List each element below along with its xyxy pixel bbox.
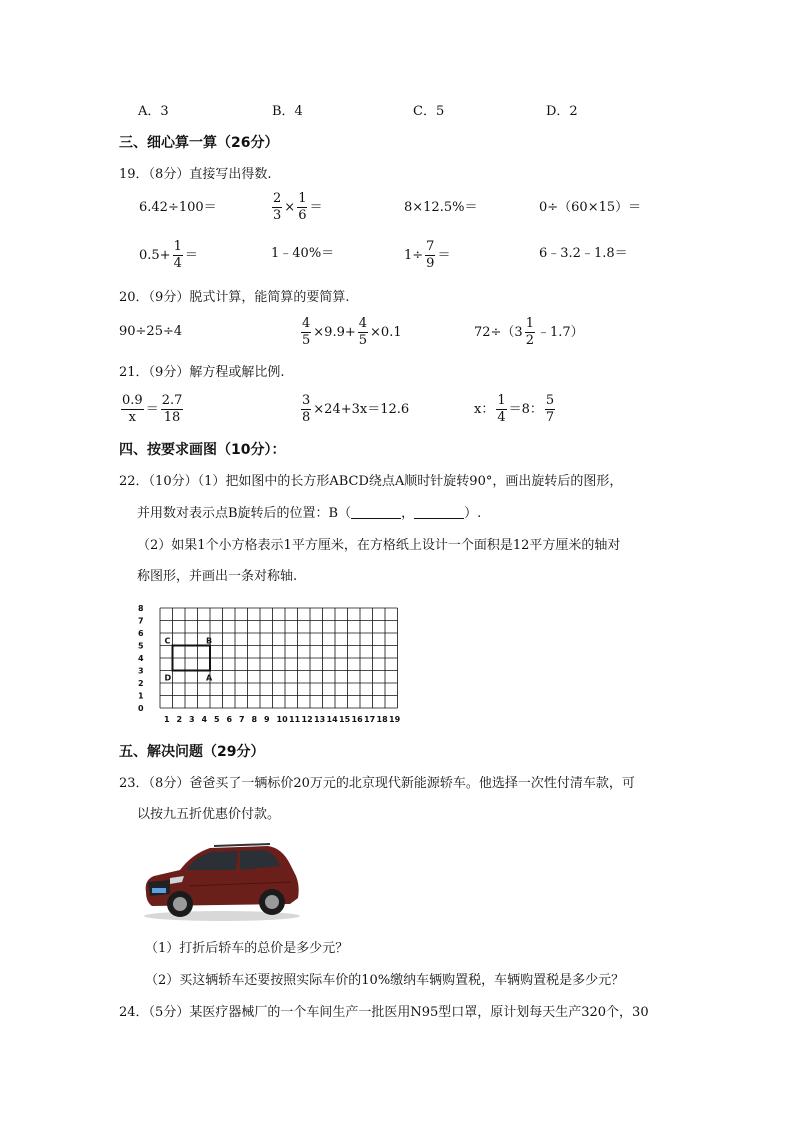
- x-tick-label: 8: [251, 715, 258, 724]
- grid-lines: [160, 608, 398, 708]
- fraction: $\frac{0.9}{x}$: [122, 393, 143, 425]
- answer-blank-2[interactable]: [414, 508, 464, 519]
- q22-line-3: （2）如果1个小方格表示1平方厘米，在方格纸上设计一个面积是12平方厘米的轴对: [137, 538, 621, 553]
- fraction: $\frac{7}{9}$: [426, 239, 435, 271]
- q19-stem: 19．（8分）直接写出得数.: [119, 167, 272, 182]
- y-tick-label: 7: [138, 616, 144, 626]
- y-tick-label: 1: [138, 691, 144, 701]
- q21-expr-1: $\frac{0.9}{x}$ ＝ $\frac{2.7}{18}$: [122, 393, 183, 425]
- q20-expr-3: 72÷（3 $\frac{1}{2}$ ﹣1.7）: [474, 316, 584, 348]
- q23-sub-2: （2）买这辆轿车还要按照实际车价的10%缴纳车辆购置税，车辆购置税是多少元？: [145, 973, 625, 988]
- q21-stem: 21．（9分）解方程或解比例.: [119, 365, 285, 380]
- point-label-c: C: [164, 636, 171, 646]
- q19-expr-6: 1﹣40%＝: [271, 246, 335, 261]
- x-tick-label: 7: [239, 715, 245, 724]
- q19-expr-8: 6﹣3.2﹣1.8＝: [539, 246, 628, 261]
- car-image: [140, 840, 302, 922]
- q20-expr-2: $\frac{4}{5}$ ×9.9+ $\frac{4}{5}$ ×0.1: [302, 316, 402, 348]
- fraction: $\frac{1}{6}$: [298, 191, 307, 223]
- fraction: $\frac{1}{2}$: [525, 316, 534, 348]
- fraction: $\frac{4}{5}$: [302, 316, 311, 348]
- section-5-title: 五、解决问题（29分）: [119, 744, 265, 760]
- fraction: $\frac{4}{5}$: [358, 316, 368, 348]
- y-tick-label: 8: [138, 604, 144, 613]
- fraction: $\frac{2.7}{18}$: [161, 393, 183, 425]
- q23-sub-1: （1）打折后轿车的总价是多少元？: [145, 941, 349, 956]
- x-tick-label: 15: [339, 715, 351, 724]
- q20-stem: 20．（9分）脱式计算，能简算的要简算.: [119, 290, 350, 305]
- answer-blank-1[interactable]: [351, 508, 401, 519]
- y-tick-label: 0: [138, 704, 144, 713]
- x-tick-label: 6: [226, 715, 233, 724]
- q19-expr-7: 1÷ $\frac{7}{9}$ ＝: [404, 239, 451, 271]
- fraction: $\frac{3}{8}$: [302, 393, 311, 425]
- q19-expr-5: 0.5+ $\frac{1}{4}$ ＝: [139, 239, 198, 271]
- x-tick-label: 12: [301, 715, 313, 724]
- q21-expr-2: $\frac{3}{8}$ ×24+3x＝12.6: [302, 393, 410, 425]
- q24-line-1: 24．（5分）某医疗器械厂的一个车间生产一批医用N95型口罩，原计划每天生产320个，30: [119, 1005, 649, 1020]
- x-tick-label: 3: [189, 715, 195, 724]
- x-tick-label: 11: [289, 715, 301, 724]
- q22-line-2: 并用数对表示点B旋转后的位置：B（ ， ）.: [137, 506, 482, 521]
- x-tick-label: 2: [176, 715, 183, 724]
- point-label-b: B: [206, 636, 213, 646]
- x-tick-label: 5: [214, 715, 220, 724]
- option-b: B．4: [272, 104, 303, 119]
- q23-line-1: 23．（8分）爸爸买了一辆标价20万元的北京现代新能源轿车。他选择一次性付清车款，可: [119, 776, 635, 791]
- x-tick-label: 14: [326, 715, 338, 724]
- x-tick-label: 4: [201, 715, 208, 724]
- q22-line-1: 22．（10分）（1）把如图中的长方形ABCD绕点A顺时针旋转90°，画出旋转后的图形，: [119, 474, 623, 489]
- x-tick-label: 10: [276, 715, 288, 724]
- fraction: $\frac{2}{3}$: [273, 191, 282, 223]
- q20-expr-1: 90÷25÷4: [119, 324, 183, 339]
- x-tick-label: 18: [376, 715, 388, 724]
- grid-labels: [138, 604, 401, 724]
- x-tick-label: 13: [314, 715, 326, 724]
- y-tick-label: 3: [138, 666, 144, 676]
- y-tick-label: 5: [138, 641, 144, 651]
- x-tick-label: 9: [264, 715, 270, 724]
- q19-expr-4: 0÷（60×15）＝: [539, 200, 642, 215]
- section-3-title: 三、细心算一算（26分）: [119, 135, 279, 151]
- option-c: C．5: [413, 104, 445, 119]
- option-a: A．3: [138, 104, 169, 119]
- q22-line-4: 称图形，并画出一条对称轴.: [137, 569, 298, 584]
- fraction: $\frac{1}{4}$: [497, 393, 506, 425]
- fraction: $\frac{5}{7}$: [545, 393, 555, 425]
- y-tick-label: 6: [138, 629, 144, 638]
- y-tick-label: 2: [138, 679, 144, 688]
- q23-line-2: 以按九五折优惠价付款。: [137, 807, 281, 822]
- x-tick-label: 19: [389, 715, 401, 724]
- option-d: D．2: [546, 104, 578, 119]
- q21-expr-3: x： $\frac{1}{4}$ ＝8： $\frac{5}{7}$: [474, 393, 555, 425]
- section-4-title: 四、按要求画图（10分）：: [119, 442, 286, 458]
- y-tick-label: 4: [138, 654, 144, 663]
- q19-expr-3: 8×12.5%＝: [404, 200, 478, 215]
- x-tick-label: 1: [164, 715, 170, 724]
- point-label-a: A: [206, 673, 213, 683]
- coordinate-grid[interactable]: [130, 598, 420, 730]
- point-label-d: D: [164, 673, 172, 683]
- q19-expr-1: 6.42÷100＝: [139, 200, 217, 215]
- fraction: $\frac{1}{4}$: [173, 239, 182, 271]
- x-tick-label: 16: [351, 715, 363, 724]
- q19-expr-2: $\frac{2}{3}$ × $\frac{1}{6}$ ＝: [273, 191, 323, 223]
- x-tick-label: 17: [364, 715, 376, 724]
